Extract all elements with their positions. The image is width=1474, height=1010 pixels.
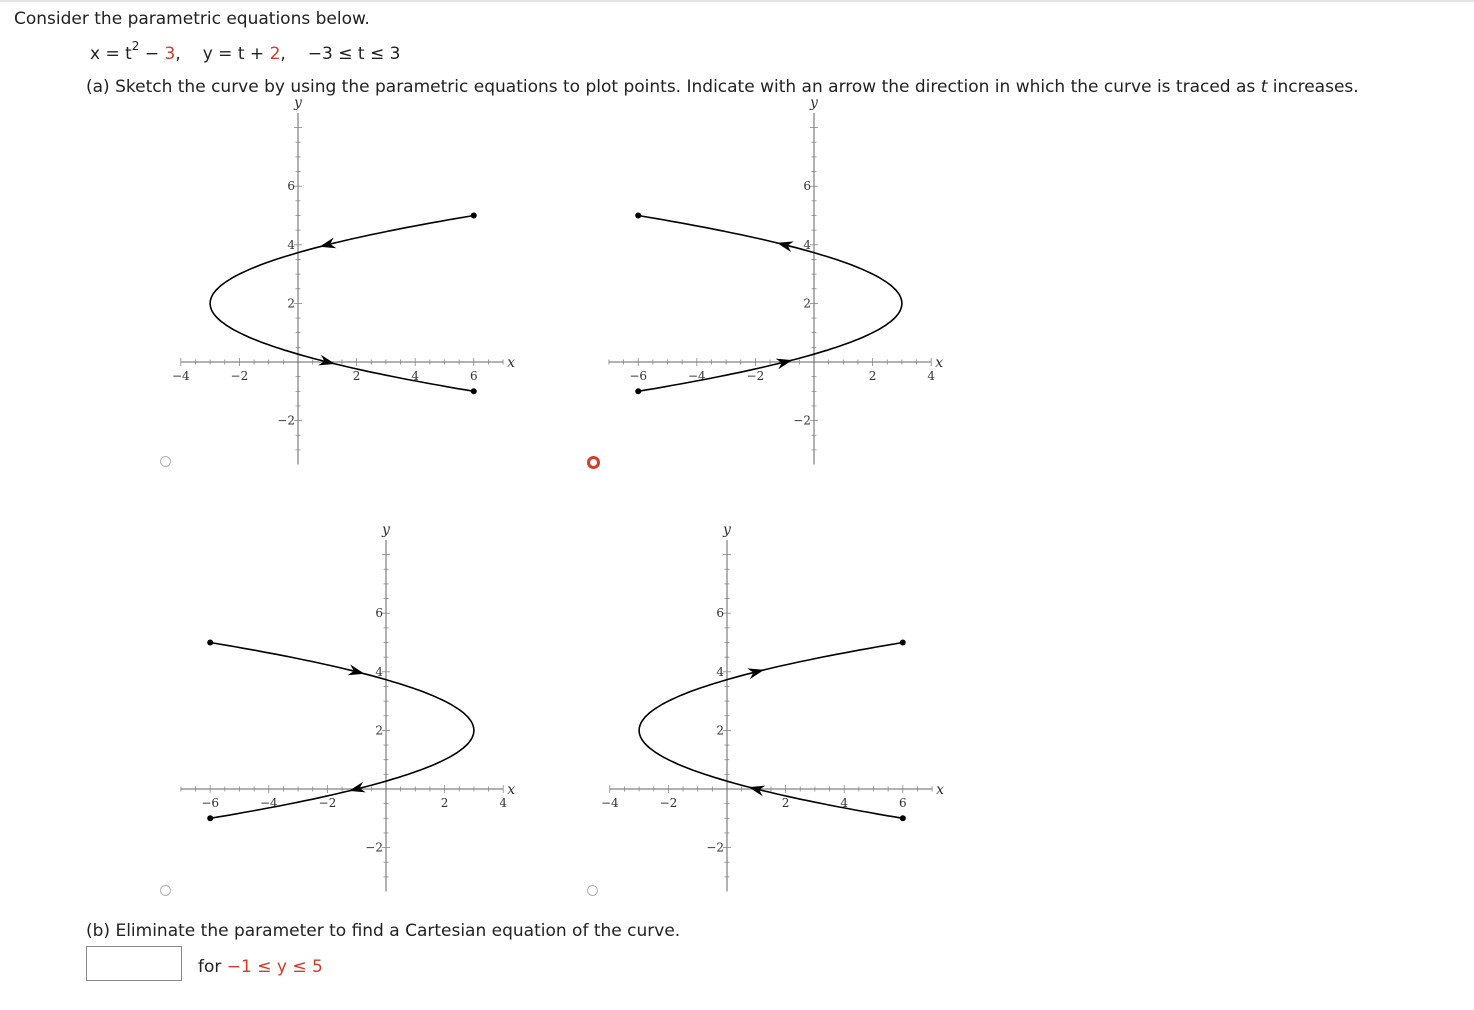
part-a-end: increases. xyxy=(1267,77,1359,97)
x-exponent: 2 xyxy=(131,39,140,53)
y-tick-label: −2 xyxy=(793,413,811,428)
for-label: for xyxy=(198,957,227,977)
y-equation-lhs: y = t + xyxy=(202,44,270,64)
x-tick-label: 4 xyxy=(927,369,936,383)
y-axis-label: y xyxy=(382,521,390,538)
y-tick-label: 2 xyxy=(716,723,724,738)
y-axis-label: y xyxy=(723,521,731,538)
question-intro: Consider the parametric equations below. xyxy=(14,9,370,29)
x-tick-label: −4 xyxy=(600,796,619,810)
y-comma: , xyxy=(280,44,286,64)
y-tick-label: −2 xyxy=(706,840,724,855)
x-tick-label: 2 xyxy=(781,796,790,810)
part-a-text: (a) Sketch the curve by using the parametric equations to plot points. Indicate with an arrow the direction in which the curve is traced as xyxy=(86,77,1261,97)
y-tick-label: 6 xyxy=(716,606,724,621)
y-tick-label: 6 xyxy=(375,606,383,621)
y-tick-label: −2 xyxy=(277,413,295,428)
curve-endpoint xyxy=(900,640,906,646)
x-tick-label: 2 xyxy=(440,796,449,810)
x-axis-label: x xyxy=(507,355,516,371)
y-tick-label: 4 xyxy=(716,664,724,679)
t-range: −3 ≤ t ≤ 3 xyxy=(307,44,401,64)
y-axis-label: y xyxy=(294,94,302,111)
y-tick-label: 4 xyxy=(375,664,383,679)
x-tick-label: 2 xyxy=(352,369,361,383)
domain-restriction xyxy=(198,957,323,977)
axes-group xyxy=(601,522,944,892)
x-tick-label: 4 xyxy=(499,796,508,810)
x-tick-label: −4 xyxy=(171,369,190,383)
x-tick-label: −4 xyxy=(687,369,706,383)
x-tick-label: −6 xyxy=(201,796,220,810)
x-axis-label: x xyxy=(507,782,516,798)
y-tick-label: 4 xyxy=(803,237,811,252)
y-range: −1 ≤ y ≤ 5 xyxy=(226,957,323,977)
y-tick-label: 2 xyxy=(375,723,383,738)
part-b-prompt: (b) Eliminate the parameter to find a Cartesian equation of the curve. xyxy=(86,921,681,941)
x-axis-label: x xyxy=(936,782,945,798)
x-tick-label: 4 xyxy=(840,796,849,810)
x-tick-label: −2 xyxy=(230,369,249,383)
x-minus: − xyxy=(139,44,165,64)
x-comma: , xyxy=(175,44,181,64)
parametric-curve xyxy=(639,643,903,819)
x-tick-label: 4 xyxy=(411,369,420,383)
x-tick-label: −2 xyxy=(746,369,765,383)
y-tick-label: 2 xyxy=(803,296,811,311)
x-constant: 3 xyxy=(164,44,176,64)
y-tick-label: −2 xyxy=(365,840,383,855)
y-tick-label: 2 xyxy=(287,296,295,311)
x-tick-label: 2 xyxy=(868,369,877,383)
x-tick-label: −6 xyxy=(629,369,648,383)
cartesian-equation-input[interactable] xyxy=(86,946,182,981)
y-constant: 2 xyxy=(269,44,281,64)
x-tick-label: −2 xyxy=(659,796,678,810)
y-axis-label: y xyxy=(810,94,818,111)
y-tick-label: 6 xyxy=(287,179,295,194)
x-tick-label: 6 xyxy=(469,369,478,383)
curve-endpoint xyxy=(900,815,906,821)
y-tick-label: 4 xyxy=(287,237,295,252)
x-equation-lhs: x = t xyxy=(90,44,132,64)
x-axis-label: x xyxy=(935,355,944,371)
y-tick-label: 6 xyxy=(803,179,811,194)
x-tick-label: −4 xyxy=(259,796,278,810)
part-a-t: t xyxy=(1260,77,1268,97)
x-tick-label: 6 xyxy=(898,796,907,810)
x-tick-label: −2 xyxy=(318,796,337,810)
